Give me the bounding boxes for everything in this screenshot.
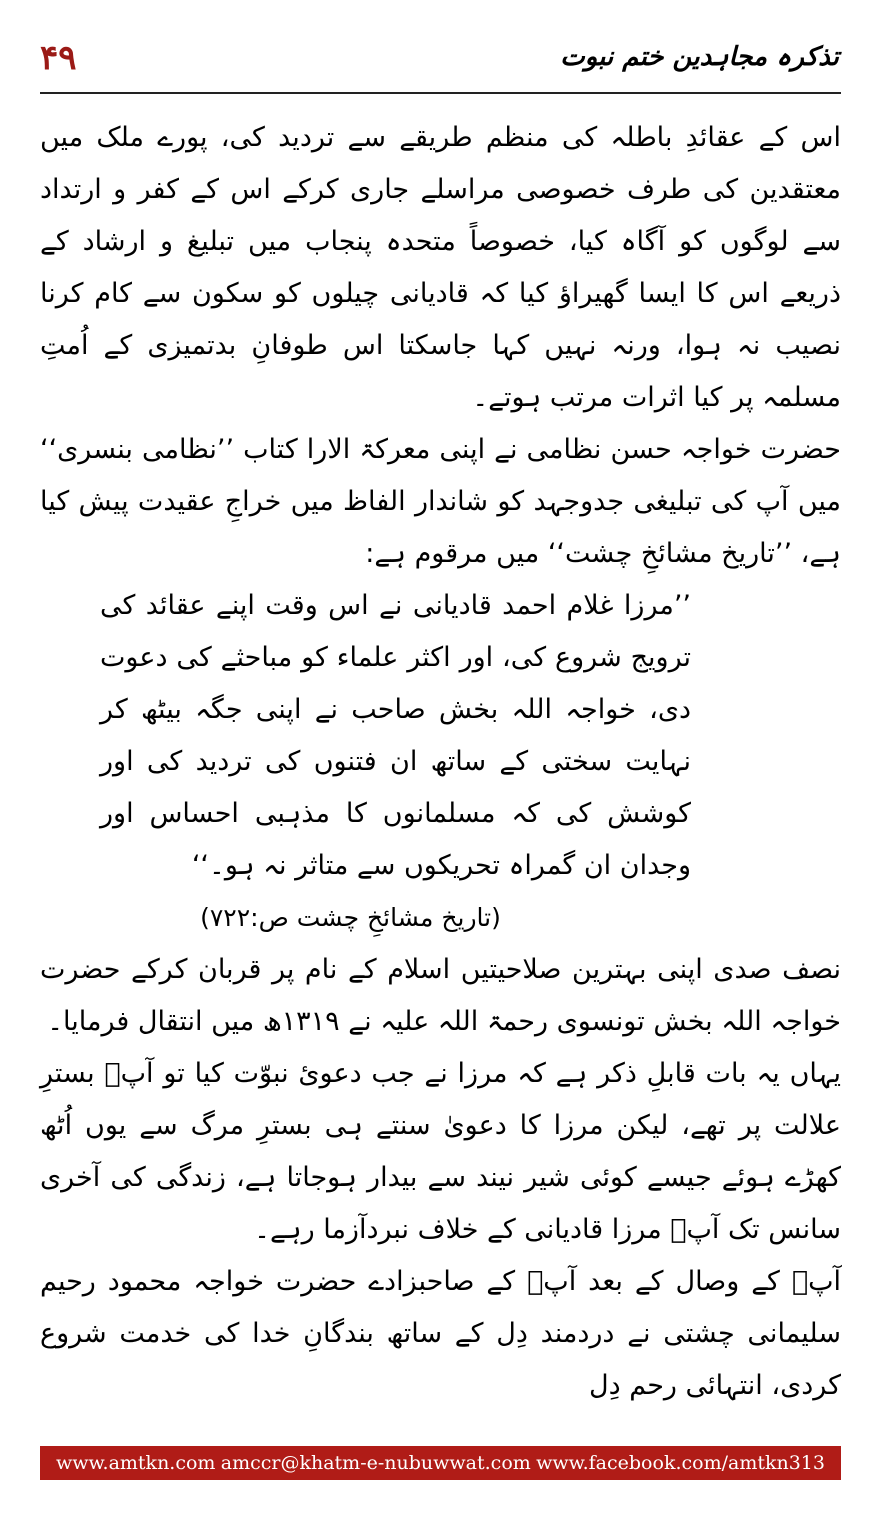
footer-website-link[interactable]: www.amtkn.com [56,1452,216,1474]
footer-facebook-link[interactable]: www.facebook.com/amtkn313 [536,1452,825,1474]
paragraph: حضرت خواجہ حسن نظامی نے اپنی معرکۃ الارا کتاب ’’نظامی بنسری‘‘ میں آپ کی تبلیغی جدوجہد کو شاندار الفاظ میں خراجِ عقیدت پیش کیا ہے، ’’تاریخ مشائخِ چشت‘‘ میں مرقوم ہے: [40,434,841,569]
block-quote: ’’مرزا غلام احمد قادیانی نے اس وقت اپنے عقائد کی ترویج شروع کی، اور اکثر علماء کو مباحثے کی دعوت دی، خواجہ اللہ بخش صاحب نے اپنی جگہ بیٹھ کر نہایت سختی کے ساتھ ان فتنوں کی تردید کی اور کوشش کی کہ مسلمانوں کا مذہبی احساس اور وجدان ان گمراہ تحریکوں سے متاثر نہ ہو۔‘‘ [100,590,691,881]
paragraph: آپؒ کے وصال کے بعد آپؒ کے صاحبزادے حضرت خواجہ محمود رحیم سلیمانی چشتی نے دردمند دِل کے ساتھ بندگانِ خدا کی خدمت شروع کردی، انتہائی رحم دِل [40,1266,841,1401]
paragraph: یہاں یہ بات قابلِ ذکر ہے کہ مرزا نے جب دعویٔ نبوّت کیا تو آپؒ بسترِ علالت پر تھے، لیکن مرزا کا دعویٰ سنتے ہی بسترِ مرگ سے یوں اُٹھ کھڑے ہوئے جیسے کوئی شیر نیند سے بیدار ہوجاتا ہے، زندگی کی آخری سانس تک آپؒ مرزا قادیانی کے خلاف نبردآزما رہے۔ [40,1058,841,1245]
page-number: ۴۹ [40,38,77,78]
citation: (تاریخ مشائخِ چشت ص:۷۲۲) [200,903,501,932]
body-text [40,112,841,1412]
paragraph: نصف صدی اپنی بہترین صلاحیتیں اسلام کے نام پر قربان کرکے حضرت خواجہ اللہ بخش تونسوی رحمۃ اللہ علیہ نے ۱۳۱۹ھ میں انتقال فرمایا۔ [40,954,841,1037]
footer-bar [40,1446,841,1480]
book-title: تذکرہ مجاہدین ختم نبوت [560,42,839,72]
paragraph: اس کے عقائدِ باطلہ کی منظم طریقے سے تردید کی، پورے ملک میں معتقدین کی طرف خصوصی مراسلے جاری کرکے اس کے کفر و ارتداد سے لوگوں کو آگاہ کیا، خصوصاً متحدہ پنجاب میں تبلیغ و ارشاد کے ذریعے اس کا ایسا گھیراؤ کیا کہ قادیانی چیلوں کو سکون سے کام کرنا نصیب نہ ہوا، ورنہ نہیں کہا جاسکتا اس طوفانِ بدتمیزی کے اُمتِ مسلمہ پر کیا اثرات مرتب ہوتے۔ [40,122,841,413]
header-rule [40,92,841,94]
footer-email-link[interactable]: amccr@khatm-e-nubuwwat.com [220,1452,531,1474]
